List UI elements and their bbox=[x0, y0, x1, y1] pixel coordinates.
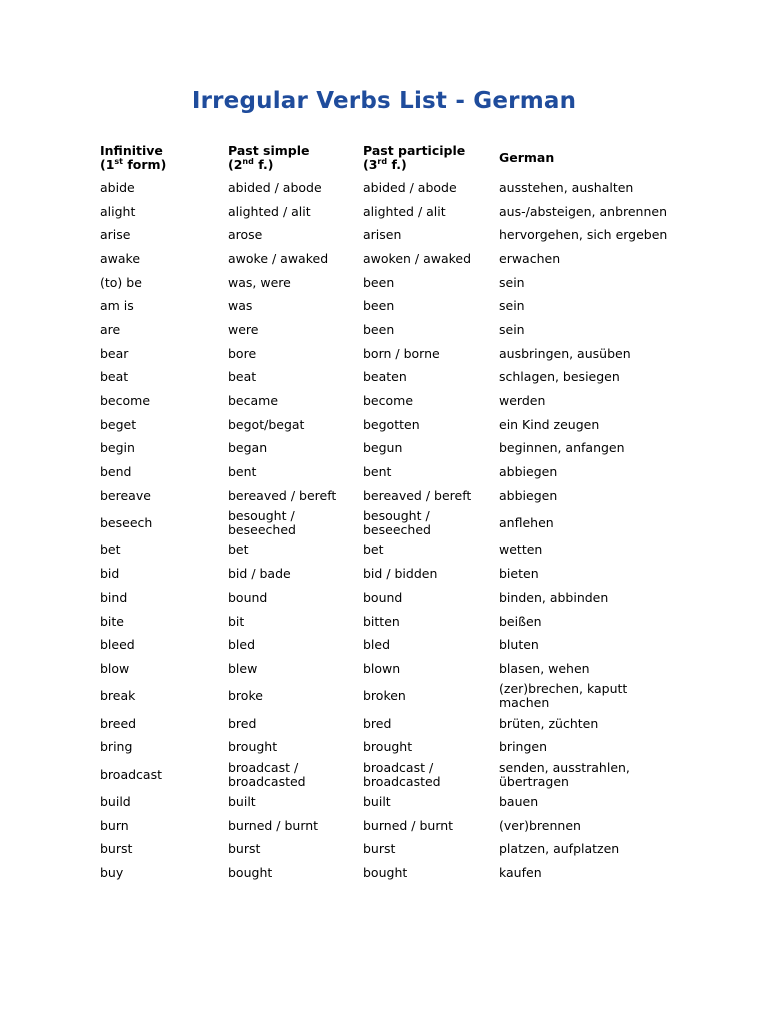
past-participle-cell: beaten bbox=[363, 369, 407, 385]
german-cell: binden, abbinden bbox=[499, 589, 609, 605]
table-row bbox=[94, 657, 674, 681]
infinitive-cell: bid bbox=[100, 566, 120, 582]
table-row bbox=[94, 562, 674, 586]
past-participle-cell: burst bbox=[363, 841, 396, 857]
table-row bbox=[94, 508, 674, 539]
past-participle-cell: besought / beseeched bbox=[363, 508, 431, 538]
past-participle-cell: bred bbox=[363, 715, 392, 731]
past-simple-cell: was bbox=[228, 298, 253, 314]
infinitive-cell: breed bbox=[100, 715, 137, 731]
table-row bbox=[94, 814, 674, 838]
german-cell: ein Kind zeugen bbox=[499, 416, 600, 432]
table-row bbox=[94, 539, 674, 563]
table-row bbox=[94, 413, 674, 437]
past-simple-cell: abided / abode bbox=[228, 179, 322, 195]
header-past-participle-line2-open: (3 bbox=[363, 157, 378, 172]
german-cell: brüten, züchten bbox=[499, 715, 599, 731]
header-past-simple bbox=[222, 139, 357, 176]
table-row bbox=[94, 271, 674, 295]
table-row bbox=[94, 200, 674, 224]
past-participle-cell: born / borne bbox=[363, 345, 440, 361]
infinitive-cell: abide bbox=[100, 179, 135, 195]
infinitive-cell: am is bbox=[100, 298, 134, 314]
infinitive-cell: beget bbox=[100, 416, 137, 432]
past-participle-cell: broken bbox=[363, 688, 406, 704]
header-past-participle bbox=[357, 139, 493, 176]
past-simple-cell: became bbox=[228, 393, 279, 409]
german-cell: abbiegen bbox=[499, 487, 558, 503]
past-participle-cell: burned / burnt bbox=[363, 817, 454, 833]
past-simple-cell: bent bbox=[228, 464, 257, 480]
header-infinitive bbox=[94, 139, 222, 176]
infinitive-cell: arise bbox=[100, 227, 131, 243]
german-cell: platzen, aufplatzen bbox=[499, 841, 620, 857]
infinitive-cell: build bbox=[100, 793, 131, 809]
past-participle-cell: alighted / alit bbox=[363, 203, 446, 219]
past-simple-cell: were bbox=[228, 321, 259, 337]
past-participle-cell: brought bbox=[363, 739, 413, 755]
table-row bbox=[94, 712, 674, 736]
german-cell: bringen bbox=[499, 739, 548, 755]
past-simple-cell: began bbox=[228, 440, 268, 456]
infinitive-cell: bear bbox=[100, 345, 129, 361]
german-cell: erwachen bbox=[499, 250, 561, 266]
german-cell: (ver)brennen bbox=[499, 817, 581, 833]
german-cell: aus-/absteigen, anbrennen bbox=[499, 203, 668, 219]
german-cell: sein bbox=[499, 321, 525, 337]
past-participle-cell: built bbox=[363, 793, 391, 809]
past-participle-cell: bent bbox=[363, 464, 392, 480]
table-row bbox=[94, 484, 674, 508]
past-simple-cell: broke bbox=[228, 688, 263, 704]
infinitive-cell: beseech bbox=[100, 515, 153, 531]
header-infinitive-sup: st bbox=[114, 156, 124, 166]
table-row bbox=[94, 681, 674, 712]
past-simple-cell: brought bbox=[228, 739, 278, 755]
german-cell: ausbringen, ausüben bbox=[499, 345, 631, 361]
past-simple-cell: begot/begat bbox=[228, 416, 305, 432]
table-row bbox=[94, 294, 674, 318]
infinitive-cell: become bbox=[100, 393, 151, 409]
header-german bbox=[493, 139, 674, 176]
past-participle-cell: bet bbox=[363, 542, 384, 558]
past-participle-cell: bereaved / bereft bbox=[363, 487, 472, 503]
past-simple-cell: awoke / awaked bbox=[228, 250, 329, 266]
table-body bbox=[94, 176, 674, 885]
past-simple-cell: bred bbox=[228, 715, 257, 731]
table-row bbox=[94, 759, 674, 790]
header-infinitive-line2-close: form) bbox=[123, 157, 167, 172]
past-participle-cell: arisen bbox=[363, 227, 402, 243]
table-row bbox=[94, 586, 674, 610]
table-row bbox=[94, 342, 674, 366]
infinitive-cell: broadcast bbox=[100, 766, 162, 782]
header-past-participle-sup: rd bbox=[377, 156, 388, 166]
infinitive-cell: alight bbox=[100, 203, 136, 219]
german-cell: wetten bbox=[499, 542, 543, 558]
infinitive-cell: (to) be bbox=[100, 274, 142, 290]
german-cell: werden bbox=[499, 393, 546, 409]
past-participle-cell: abided / abode bbox=[363, 179, 457, 195]
infinitive-cell: burst bbox=[100, 841, 133, 857]
header-infinitive-line1: Infinitive bbox=[100, 143, 163, 158]
past-simple-cell: blew bbox=[228, 660, 258, 676]
german-cell: sein bbox=[499, 274, 525, 290]
table-row bbox=[94, 610, 674, 634]
infinitive-cell: begin bbox=[100, 440, 135, 456]
header-past-simple-line1: Past simple bbox=[228, 143, 310, 158]
past-simple-cell: bled bbox=[228, 637, 256, 653]
german-cell: anflehen bbox=[499, 515, 554, 531]
past-simple-cell: bet bbox=[228, 542, 249, 558]
past-participle-cell: bound bbox=[363, 589, 403, 605]
past-simple-cell: bid / bade bbox=[228, 566, 291, 582]
past-participle-cell: been bbox=[363, 274, 395, 290]
past-participle-cell: awoken / awaked bbox=[363, 250, 472, 266]
past-simple-cell: built bbox=[228, 793, 256, 809]
past-participle-cell: been bbox=[363, 321, 395, 337]
german-cell: senden, ausstrahlen, übertragen bbox=[499, 759, 630, 789]
infinitive-cell: bet bbox=[100, 542, 121, 558]
header-past-simple-line2-close: f.) bbox=[253, 157, 274, 172]
infinitive-cell: bleed bbox=[100, 637, 135, 653]
infinitive-cell: break bbox=[100, 688, 136, 704]
table-row bbox=[94, 437, 674, 461]
infinitive-cell: bereave bbox=[100, 487, 151, 503]
verbs-table bbox=[94, 139, 674, 885]
table-row bbox=[94, 861, 674, 885]
table-row bbox=[94, 838, 674, 862]
past-simple-cell: burned / burnt bbox=[228, 817, 319, 833]
past-simple-cell: arose bbox=[228, 227, 263, 243]
past-participle-cell: broadcast / broadcasted bbox=[363, 759, 441, 789]
header-infinitive-line2-open: (1 bbox=[100, 157, 115, 172]
table-row bbox=[94, 318, 674, 342]
past-participle-cell: bitten bbox=[363, 613, 400, 629]
german-cell: bluten bbox=[499, 637, 539, 653]
infinitive-cell: bind bbox=[100, 589, 128, 605]
past-simple-cell: alighted / alit bbox=[228, 203, 311, 219]
past-simple-cell: was, were bbox=[228, 274, 291, 290]
infinitive-cell: blow bbox=[100, 660, 130, 676]
german-cell: abbiegen bbox=[499, 464, 558, 480]
past-participle-cell: bought bbox=[363, 865, 408, 881]
table-row bbox=[94, 790, 674, 814]
german-cell: beißen bbox=[499, 613, 542, 629]
german-cell: bieten bbox=[499, 566, 539, 582]
past-participle-cell: begun bbox=[363, 440, 403, 456]
table-row bbox=[94, 633, 674, 657]
past-participle-cell: begotten bbox=[363, 416, 420, 432]
table-row bbox=[94, 735, 674, 759]
table-row bbox=[94, 247, 674, 271]
past-participle-cell: bid / bidden bbox=[363, 566, 438, 582]
infinitive-cell: are bbox=[100, 321, 121, 337]
infinitive-cell: buy bbox=[100, 865, 124, 881]
german-cell: ausstehen, aushalten bbox=[499, 179, 634, 195]
infinitive-cell: bend bbox=[100, 464, 132, 480]
german-cell: beginnen, anfangen bbox=[499, 440, 625, 456]
header-past-simple-sup: nd bbox=[242, 156, 254, 166]
infinitive-cell: bring bbox=[100, 739, 133, 755]
infinitive-cell: bite bbox=[100, 613, 124, 629]
header-past-simple-line2-open: (2 bbox=[228, 157, 243, 172]
german-cell: blasen, wehen bbox=[499, 660, 590, 676]
infinitive-cell: beat bbox=[100, 369, 129, 385]
infinitive-cell: awake bbox=[100, 250, 141, 266]
german-cell: sein bbox=[499, 298, 525, 314]
infinitive-cell: burn bbox=[100, 817, 129, 833]
table-row bbox=[94, 366, 674, 390]
page-title: Irregular Verbs List - German bbox=[191, 88, 577, 114]
past-simple-cell: besought / beseeched bbox=[228, 508, 296, 538]
header-german-line1: German bbox=[499, 150, 555, 165]
table-row bbox=[94, 223, 674, 247]
german-cell: schlagen, besiegen bbox=[499, 369, 620, 385]
header-past-participle-line2-close: f.) bbox=[387, 157, 407, 172]
german-cell: kaufen bbox=[499, 865, 542, 881]
past-participle-cell: become bbox=[363, 393, 414, 409]
past-simple-cell: bought bbox=[228, 865, 273, 881]
past-simple-cell: bore bbox=[228, 345, 257, 361]
past-participle-cell: been bbox=[363, 298, 395, 314]
past-participle-cell: blown bbox=[363, 660, 401, 676]
german-cell: bauen bbox=[499, 793, 539, 809]
past-simple-cell: broadcast / broadcasted bbox=[228, 759, 306, 789]
table-row bbox=[94, 460, 674, 484]
german-cell: (zer)brechen, kaputt machen bbox=[499, 681, 628, 711]
header-past-participle-line1: Past participle bbox=[363, 143, 466, 158]
past-simple-cell: bereaved / bereft bbox=[228, 487, 337, 503]
table-header-row bbox=[94, 139, 674, 176]
table-row bbox=[94, 176, 674, 200]
table-row bbox=[94, 389, 674, 413]
past-simple-cell: beat bbox=[228, 369, 257, 385]
past-simple-cell: bit bbox=[228, 613, 245, 629]
past-simple-cell: burst bbox=[228, 841, 261, 857]
past-participle-cell: bled bbox=[363, 637, 391, 653]
past-simple-cell: bound bbox=[228, 589, 268, 605]
german-cell: hervorgehen, sich ergeben bbox=[499, 227, 668, 243]
